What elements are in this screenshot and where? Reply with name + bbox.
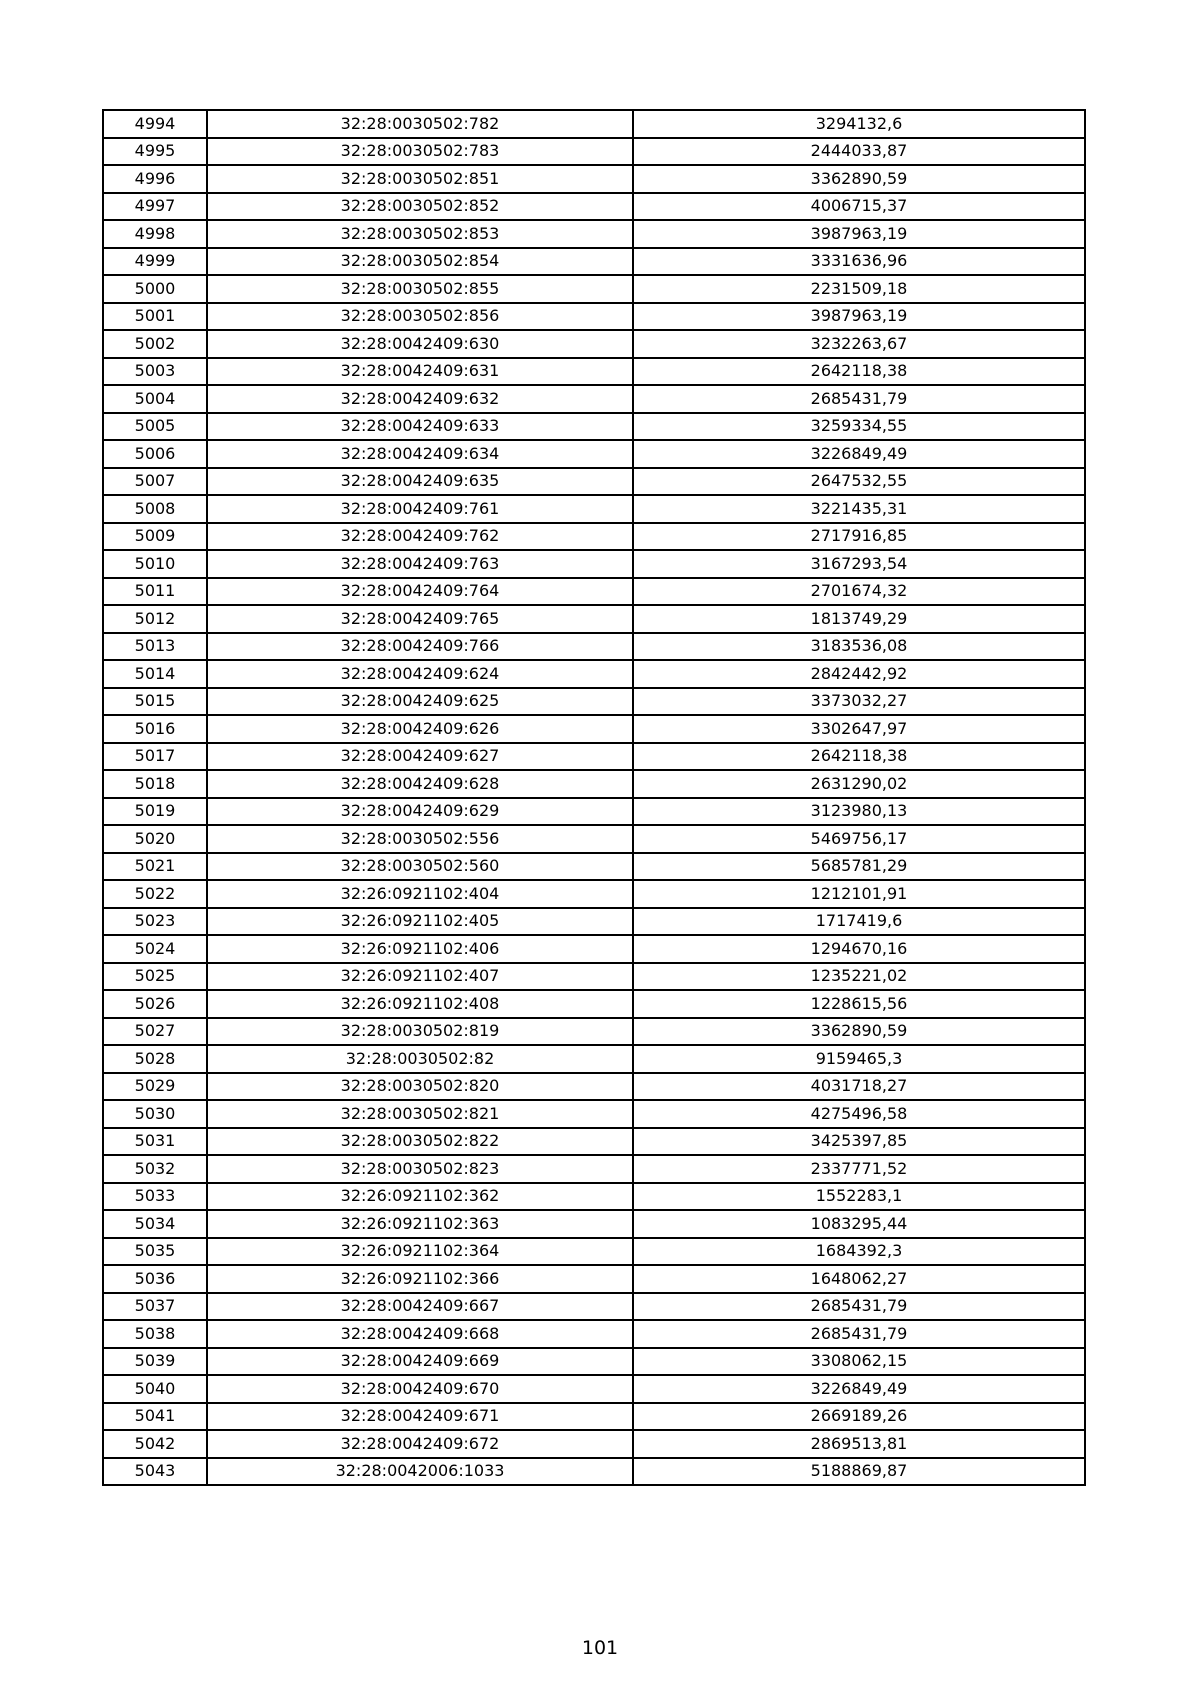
row-number-cell: 5038: [103, 1320, 207, 1348]
row-number-cell: 5006: [103, 440, 207, 468]
table-row: [103, 1348, 1085, 1376]
value-cell: 3308062,15: [633, 1348, 1085, 1376]
cadastral-number-cell: 32:28:0042409:630: [207, 330, 633, 358]
cadastral-number-cell: 32:26:0921102:408: [207, 990, 633, 1018]
cadastral-number-cell: 32:28:0042409:667: [207, 1293, 633, 1321]
table-row: [103, 1100, 1085, 1128]
table-row: [103, 523, 1085, 551]
cadastral-number-cell: 32:28:0042409:625: [207, 688, 633, 716]
table-row: [103, 385, 1085, 413]
cadastral-number-cell: 32:26:0921102:407: [207, 963, 633, 991]
value-cell: 3425397,85: [633, 1128, 1085, 1156]
row-number-cell: 5007: [103, 468, 207, 496]
table-row: [103, 440, 1085, 468]
cadastral-number-cell: 32:28:0030502:782: [207, 110, 633, 138]
value-cell: 1552283,1: [633, 1183, 1085, 1211]
cadastral-number-cell: 32:28:0030502:855: [207, 275, 633, 303]
value-cell: 2869513,81: [633, 1430, 1085, 1458]
value-cell: 2669189,26: [633, 1403, 1085, 1431]
table-row: [103, 605, 1085, 633]
row-number-cell: 4999: [103, 248, 207, 276]
value-cell: 2647532,55: [633, 468, 1085, 496]
cadastral-number-cell: 32:28:0042409:763: [207, 550, 633, 578]
cadastral-number-cell: 32:28:0030502:819: [207, 1018, 633, 1046]
table-row: [103, 688, 1085, 716]
table-row: [103, 853, 1085, 881]
value-cell: 2717916,85: [633, 523, 1085, 551]
value-cell: 2701674,32: [633, 578, 1085, 606]
table-row: [103, 1045, 1085, 1073]
value-cell: 2685431,79: [633, 1320, 1085, 1348]
value-cell: 2631290,02: [633, 770, 1085, 798]
table-row: [103, 880, 1085, 908]
table-row: [103, 578, 1085, 606]
row-number-cell: 5033: [103, 1183, 207, 1211]
row-number-cell: 5030: [103, 1100, 207, 1128]
value-cell: 4006715,37: [633, 193, 1085, 221]
row-number-cell: 5014: [103, 660, 207, 688]
row-number-cell: 5043: [103, 1458, 207, 1486]
value-cell: 5469756,17: [633, 825, 1085, 853]
value-cell: 3987963,19: [633, 303, 1085, 331]
table-row: [103, 248, 1085, 276]
row-number-cell: 4995: [103, 138, 207, 166]
row-number-cell: 5034: [103, 1210, 207, 1238]
table-row: [103, 330, 1085, 358]
value-cell: 1235221,02: [633, 963, 1085, 991]
table-row: [103, 220, 1085, 248]
value-cell: 4275496,58: [633, 1100, 1085, 1128]
value-cell: 3987963,19: [633, 220, 1085, 248]
cadastral-number-cell: 32:28:0030502:822: [207, 1128, 633, 1156]
value-cell: 2842442,92: [633, 660, 1085, 688]
row-number-cell: 5025: [103, 963, 207, 991]
cadastral-number-cell: 32:28:0042409:632: [207, 385, 633, 413]
table-row: [103, 358, 1085, 386]
value-cell: 1717419,6: [633, 908, 1085, 936]
value-cell: 1212101,91: [633, 880, 1085, 908]
cadastral-number-cell: 32:26:0921102:362: [207, 1183, 633, 1211]
table-row: [103, 1183, 1085, 1211]
row-number-cell: 5041: [103, 1403, 207, 1431]
row-number-cell: 5012: [103, 605, 207, 633]
value-cell: 1813749,29: [633, 605, 1085, 633]
cadastral-number-cell: 32:28:0030502:854: [207, 248, 633, 276]
row-number-cell: 5017: [103, 743, 207, 771]
value-cell: 3221435,31: [633, 495, 1085, 523]
value-cell: 3294132,6: [633, 110, 1085, 138]
row-number-cell: 5010: [103, 550, 207, 578]
row-number-cell: 5015: [103, 688, 207, 716]
table-row: [103, 550, 1085, 578]
cadastral-number-cell: 32:28:0030502:560: [207, 853, 633, 881]
value-cell: 9159465,3: [633, 1045, 1085, 1073]
row-number-cell: 5002: [103, 330, 207, 358]
cadastral-number-cell: 32:28:0030502:823: [207, 1155, 633, 1183]
table-row: [103, 1458, 1085, 1486]
value-cell: 1228615,56: [633, 990, 1085, 1018]
value-cell: 3226849,49: [633, 1375, 1085, 1403]
cadastral-number-cell: 32:28:0030502:852: [207, 193, 633, 221]
cadastral-number-cell: 32:28:0042409:634: [207, 440, 633, 468]
cadastral-number-cell: 32:28:0042409:671: [207, 1403, 633, 1431]
value-cell: 2685431,79: [633, 1293, 1085, 1321]
row-number-cell: 5035: [103, 1238, 207, 1266]
table-row: [103, 825, 1085, 853]
cadastral-number-cell: 32:28:0042409:629: [207, 798, 633, 826]
cadastral-number-cell: 32:26:0921102:364: [207, 1238, 633, 1266]
table-row: [103, 138, 1085, 166]
cadastral-number-cell: 32:26:0921102:366: [207, 1265, 633, 1293]
row-number-cell: 5018: [103, 770, 207, 798]
row-number-cell: 4997: [103, 193, 207, 221]
table-row: [103, 1375, 1085, 1403]
value-cell: 2231509,18: [633, 275, 1085, 303]
cadastral-number-cell: 32:28:0042409:626: [207, 715, 633, 743]
cadastral-number-cell: 32:28:0030502:821: [207, 1100, 633, 1128]
cadastral-number-cell: 32:28:0042409:766: [207, 633, 633, 661]
row-number-cell: 5004: [103, 385, 207, 413]
table-row: [103, 963, 1085, 991]
row-number-cell: 5011: [103, 578, 207, 606]
row-number-cell: 5039: [103, 1348, 207, 1376]
row-number-cell: 4994: [103, 110, 207, 138]
cadastral-number-cell: 32:28:0042409:672: [207, 1430, 633, 1458]
value-cell: 3226849,49: [633, 440, 1085, 468]
table-row: [103, 1238, 1085, 1266]
row-number-cell: 5036: [103, 1265, 207, 1293]
value-cell: 2337771,52: [633, 1155, 1085, 1183]
row-number-cell: 5029: [103, 1073, 207, 1101]
table-row: [103, 495, 1085, 523]
cadastral-number-cell: 32:28:0042409:668: [207, 1320, 633, 1348]
cadastral-number-cell: 32:26:0921102:404: [207, 880, 633, 908]
cadastral-number-cell: 32:28:0042409:624: [207, 660, 633, 688]
registry-table: [102, 109, 1086, 1486]
page-number: 101: [581, 1637, 619, 1659]
value-cell: 3183536,08: [633, 633, 1085, 661]
cadastral-number-cell: 32:28:0042409:670: [207, 1375, 633, 1403]
row-number-cell: 5040: [103, 1375, 207, 1403]
value-cell: 5685781,29: [633, 853, 1085, 881]
table-row: [103, 1155, 1085, 1183]
table-row: [103, 303, 1085, 331]
value-cell: 3232263,67: [633, 330, 1085, 358]
cadastral-number-cell: 32:28:0030502:82: [207, 1045, 633, 1073]
row-number-cell: 5027: [103, 1018, 207, 1046]
row-number-cell: 5016: [103, 715, 207, 743]
value-cell: 1083295,44: [633, 1210, 1085, 1238]
row-number-cell: 5031: [103, 1128, 207, 1156]
table-row: [103, 770, 1085, 798]
cadastral-number-cell: 32:28:0030502:851: [207, 165, 633, 193]
table-row: [103, 990, 1085, 1018]
cadastral-number-cell: 32:28:0042409:762: [207, 523, 633, 551]
row-number-cell: 5001: [103, 303, 207, 331]
table-row: [103, 1210, 1085, 1238]
cadastral-number-cell: 32:28:0030502:853: [207, 220, 633, 248]
table-row: [103, 1293, 1085, 1321]
row-number-cell: 5022: [103, 880, 207, 908]
row-number-cell: 5032: [103, 1155, 207, 1183]
cadastral-number-cell: 32:28:0030502:856: [207, 303, 633, 331]
value-cell: 3259334,55: [633, 413, 1085, 441]
value-cell: 3167293,54: [633, 550, 1085, 578]
row-number-cell: 5008: [103, 495, 207, 523]
table-row: [103, 193, 1085, 221]
value-cell: 1684392,3: [633, 1238, 1085, 1266]
value-cell: 3302647,97: [633, 715, 1085, 743]
cadastral-number-cell: 32:28:0042409:761: [207, 495, 633, 523]
table-row: [103, 935, 1085, 963]
table-row: [103, 110, 1085, 138]
row-number-cell: 5009: [103, 523, 207, 551]
row-number-cell: 5024: [103, 935, 207, 963]
value-cell: 5188869,87: [633, 1458, 1085, 1486]
row-number-cell: 5037: [103, 1293, 207, 1321]
table-row: [103, 413, 1085, 441]
row-number-cell: 5021: [103, 853, 207, 881]
cadastral-number-cell: 32:28:0042409:628: [207, 770, 633, 798]
row-number-cell: 4998: [103, 220, 207, 248]
value-cell: 2444033,87: [633, 138, 1085, 166]
table-row: [103, 1128, 1085, 1156]
table-row: [103, 1018, 1085, 1046]
value-cell: 3331636,96: [633, 248, 1085, 276]
value-cell: 3373032,27: [633, 688, 1085, 716]
table-row: [103, 715, 1085, 743]
registry-table-body: [103, 110, 1085, 1485]
row-number-cell: 5026: [103, 990, 207, 1018]
value-cell: 3123980,13: [633, 798, 1085, 826]
table-row: [103, 633, 1085, 661]
cadastral-number-cell: 32:26:0921102:406: [207, 935, 633, 963]
row-number-cell: 5005: [103, 413, 207, 441]
cadastral-number-cell: 32:28:0042409:764: [207, 578, 633, 606]
cadastral-number-cell: 32:28:0042409:635: [207, 468, 633, 496]
table-row: [103, 275, 1085, 303]
row-number-cell: 4996: [103, 165, 207, 193]
value-cell: 2642118,38: [633, 358, 1085, 386]
row-number-cell: 5028: [103, 1045, 207, 1073]
table-row: [103, 908, 1085, 936]
row-number-cell: 5020: [103, 825, 207, 853]
value-cell: 3362890,59: [633, 165, 1085, 193]
row-number-cell: 5019: [103, 798, 207, 826]
table-row: [103, 1265, 1085, 1293]
table-row: [103, 1073, 1085, 1101]
value-cell: 1648062,27: [633, 1265, 1085, 1293]
cadastral-number-cell: 32:26:0921102:405: [207, 908, 633, 936]
row-number-cell: 5042: [103, 1430, 207, 1458]
table-row: [103, 1403, 1085, 1431]
table-row: [103, 165, 1085, 193]
row-number-cell: 5023: [103, 908, 207, 936]
value-cell: 4031718,27: [633, 1073, 1085, 1101]
cadastral-number-cell: 32:28:0042006:1033: [207, 1458, 633, 1486]
cadastral-number-cell: 32:28:0042409:669: [207, 1348, 633, 1376]
row-number-cell: 5000: [103, 275, 207, 303]
cadastral-number-cell: 32:26:0921102:363: [207, 1210, 633, 1238]
table-row: [103, 660, 1085, 688]
row-number-cell: 5003: [103, 358, 207, 386]
cadastral-number-cell: 32:28:0042409:627: [207, 743, 633, 771]
value-cell: 3362890,59: [633, 1018, 1085, 1046]
value-cell: 2685431,79: [633, 385, 1085, 413]
value-cell: 1294670,16: [633, 935, 1085, 963]
cadastral-number-cell: 32:28:0042409:633: [207, 413, 633, 441]
table-row: [103, 743, 1085, 771]
table-row: [103, 798, 1085, 826]
cadastral-number-cell: 32:28:0030502:556: [207, 825, 633, 853]
row-number-cell: 5013: [103, 633, 207, 661]
cadastral-number-cell: 32:28:0042409:631: [207, 358, 633, 386]
table-row: [103, 468, 1085, 496]
table-row: [103, 1430, 1085, 1458]
cadastral-number-cell: 32:28:0030502:783: [207, 138, 633, 166]
value-cell: 2642118,38: [633, 743, 1085, 771]
cadastral-number-cell: 32:28:0042409:765: [207, 605, 633, 633]
table-row: [103, 1320, 1085, 1348]
cadastral-number-cell: 32:28:0030502:820: [207, 1073, 633, 1101]
